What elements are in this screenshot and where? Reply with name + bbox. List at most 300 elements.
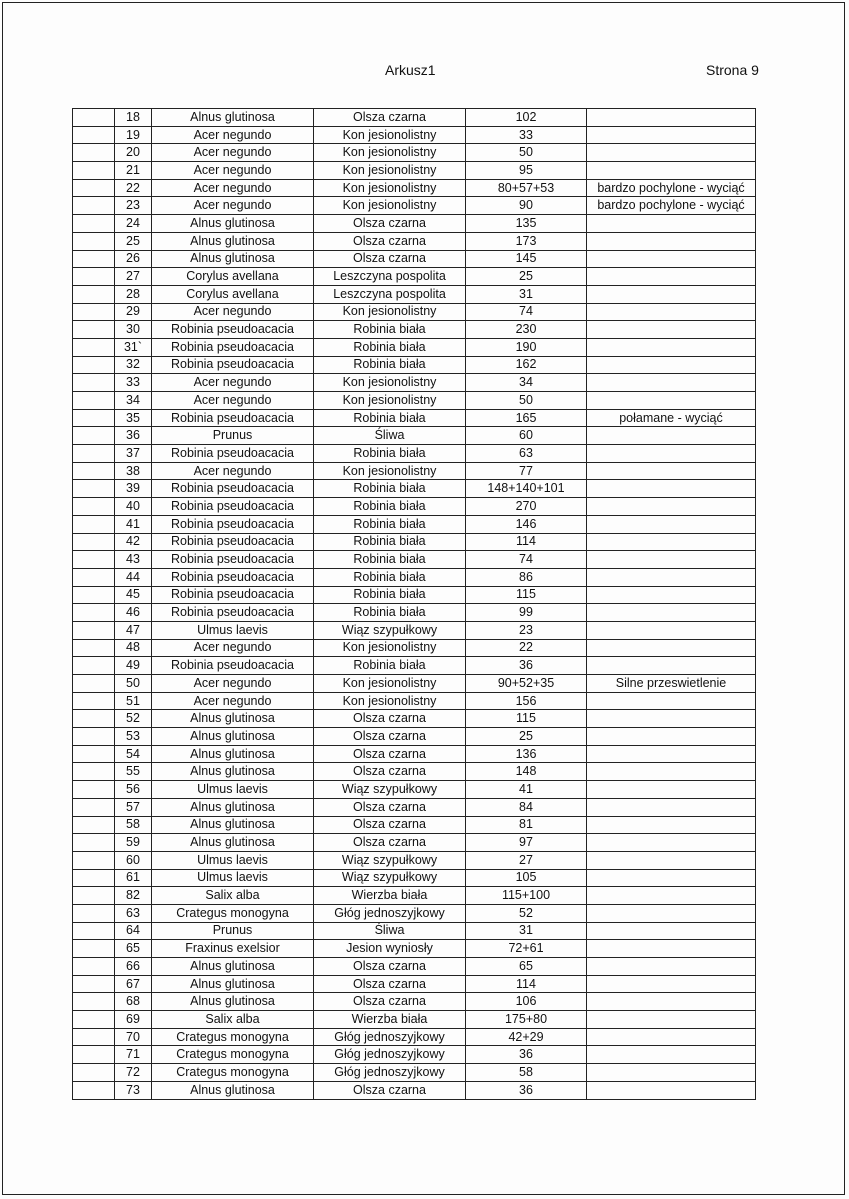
blank-cell [73, 1046, 115, 1064]
latin-name: Acer negundo [152, 392, 314, 410]
polish-name: Jesion wyniosły [314, 940, 466, 958]
table-row [73, 1046, 756, 1064]
trunk-circumference: 31 [466, 285, 587, 303]
blank-cell [73, 144, 115, 162]
polish-name: Olsza czarna [314, 728, 466, 746]
trunk-circumference: 148+140+101 [466, 480, 587, 498]
latin-name: Alnus glutinosa [152, 232, 314, 250]
remarks [587, 940, 756, 958]
polish-name: Kon jesionolistny [314, 675, 466, 693]
trunk-circumference: 148 [466, 763, 587, 781]
polish-name: Kon jesionolistny [314, 374, 466, 392]
trunk-circumference: 63 [466, 445, 587, 463]
trunk-circumference: 115+100 [466, 887, 587, 905]
polish-name: Wierzba biała [314, 1011, 466, 1029]
remarks [587, 533, 756, 551]
table-row [73, 851, 756, 869]
table-row [73, 816, 756, 834]
blank-cell [73, 109, 115, 127]
latin-name: Ulmus laevis [152, 781, 314, 799]
polish-name: Leszczyna pospolita [314, 268, 466, 286]
table-row [73, 250, 756, 268]
trunk-circumference: 23 [466, 621, 587, 639]
remarks [587, 109, 756, 127]
blank-cell [73, 621, 115, 639]
polish-name: Robinia biała [314, 657, 466, 675]
blank-cell [73, 781, 115, 799]
tree-number: 63 [115, 904, 152, 922]
latin-name: Alnus glutinosa [152, 834, 314, 852]
latin-name: Acer negundo [152, 303, 314, 321]
tree-number: 68 [115, 993, 152, 1011]
table-row [73, 657, 756, 675]
trunk-circumference: 156 [466, 692, 587, 710]
remarks [587, 321, 756, 339]
blank-cell [73, 179, 115, 197]
table-row [73, 162, 756, 180]
polish-name: Olsza czarna [314, 975, 466, 993]
trunk-circumference: 146 [466, 515, 587, 533]
remarks [587, 710, 756, 728]
remarks [587, 126, 756, 144]
polish-name: Wiąz szypułkowy [314, 851, 466, 869]
polish-name: Olsza czarna [314, 993, 466, 1011]
polish-name: Robinia biała [314, 480, 466, 498]
latin-name: Crategus monogyna [152, 1028, 314, 1046]
latin-name: Alnus glutinosa [152, 816, 314, 834]
table-row [73, 745, 756, 763]
blank-cell [73, 427, 115, 445]
table-row [73, 975, 756, 993]
tree-number: 35 [115, 409, 152, 427]
latin-name: Ulmus laevis [152, 621, 314, 639]
latin-name: Acer negundo [152, 462, 314, 480]
blank-cell [73, 409, 115, 427]
latin-name: Prunus [152, 427, 314, 445]
remarks [587, 834, 756, 852]
trunk-circumference: 36 [466, 657, 587, 675]
latin-name: Acer negundo [152, 675, 314, 693]
table-row [73, 940, 756, 958]
polish-name: Kon jesionolistny [314, 692, 466, 710]
tree-number: 23 [115, 197, 152, 215]
table-row [73, 232, 756, 250]
polish-name: Robinia biała [314, 515, 466, 533]
latin-name: Robinia pseudoacacia [152, 480, 314, 498]
blank-cell [73, 356, 115, 374]
remarks [587, 392, 756, 410]
remarks [587, 781, 756, 799]
table-row [73, 904, 756, 922]
tree-number: 41 [115, 515, 152, 533]
latin-name: Alnus glutinosa [152, 109, 314, 127]
tree-number: 31` [115, 338, 152, 356]
blank-cell [73, 922, 115, 940]
latin-name: Robinia pseudoacacia [152, 533, 314, 551]
trunk-circumference: 22 [466, 639, 587, 657]
blank-cell [73, 268, 115, 286]
tree-number: 28 [115, 285, 152, 303]
latin-name: Acer negundo [152, 179, 314, 197]
polish-name: Śliwa [314, 427, 466, 445]
tree-number: 19 [115, 126, 152, 144]
tree-number: 33 [115, 374, 152, 392]
table-row [73, 462, 756, 480]
tree-number: 82 [115, 887, 152, 905]
trunk-circumference: 230 [466, 321, 587, 339]
table-row [73, 126, 756, 144]
table-row [73, 621, 756, 639]
latin-name: Robinia pseudoacacia [152, 356, 314, 374]
latin-name: Fraxinus exelsior [152, 940, 314, 958]
tree-number: 61 [115, 869, 152, 887]
blank-cell [73, 515, 115, 533]
latin-name: Crategus monogyna [152, 1046, 314, 1064]
remarks [587, 728, 756, 746]
table-row [73, 515, 756, 533]
remarks [587, 745, 756, 763]
latin-name: Robinia pseudoacacia [152, 515, 314, 533]
trunk-circumference: 25 [466, 728, 587, 746]
tree-number: 32 [115, 356, 152, 374]
blank-cell [73, 1064, 115, 1082]
trunk-circumference: 41 [466, 781, 587, 799]
polish-name: Wiąz szypułkowy [314, 869, 466, 887]
trunk-circumference: 102 [466, 109, 587, 127]
polish-name: Głóg jednoszyjkowy [314, 1046, 466, 1064]
tree-number: 59 [115, 834, 152, 852]
blank-cell [73, 958, 115, 976]
tree-inventory-table [72, 108, 756, 1100]
table-row [73, 763, 756, 781]
remarks: Silne przeswietlenie [587, 675, 756, 693]
trunk-circumference: 27 [466, 851, 587, 869]
polish-name: Głóg jednoszyjkowy [314, 1064, 466, 1082]
page-number: Strona 9 [706, 62, 759, 78]
blank-cell [73, 692, 115, 710]
polish-name: Olsza czarna [314, 215, 466, 233]
table-row [73, 1011, 756, 1029]
blank-cell [73, 1028, 115, 1046]
latin-name: Robinia pseudoacacia [152, 551, 314, 569]
latin-name: Robinia pseudoacacia [152, 409, 314, 427]
table-row [73, 197, 756, 215]
table-row [73, 1081, 756, 1099]
polish-name: Głóg jednoszyjkowy [314, 1028, 466, 1046]
blank-cell [73, 162, 115, 180]
trunk-circumference: 115 [466, 710, 587, 728]
table-row [73, 427, 756, 445]
remarks [587, 1011, 756, 1029]
blank-cell [73, 763, 115, 781]
tree-number: 56 [115, 781, 152, 799]
polish-name: Olsza czarna [314, 763, 466, 781]
latin-name: Corylus avellana [152, 268, 314, 286]
blank-cell [73, 321, 115, 339]
polish-name: Olsza czarna [314, 710, 466, 728]
latin-name: Crategus monogyna [152, 904, 314, 922]
blank-cell [73, 993, 115, 1011]
tree-number: 57 [115, 798, 152, 816]
latin-name: Robinia pseudoacacia [152, 338, 314, 356]
trunk-circumference: 86 [466, 568, 587, 586]
blank-cell [73, 250, 115, 268]
polish-name: Robinia biała [314, 321, 466, 339]
trunk-circumference: 135 [466, 215, 587, 233]
polish-name: Robinia biała [314, 568, 466, 586]
table-row [73, 374, 756, 392]
remarks [587, 816, 756, 834]
table-row [73, 586, 756, 604]
tree-number: 66 [115, 958, 152, 976]
tree-number: 65 [115, 940, 152, 958]
polish-name: Olsza czarna [314, 109, 466, 127]
table-row [73, 568, 756, 586]
trunk-circumference: 74 [466, 551, 587, 569]
polish-name: Robinia biała [314, 445, 466, 463]
polish-name: Robinia biała [314, 409, 466, 427]
remarks [587, 498, 756, 516]
table-row [73, 551, 756, 569]
polish-name: Kon jesionolistny [314, 197, 466, 215]
latin-name: Acer negundo [152, 144, 314, 162]
blank-cell [73, 604, 115, 622]
remarks [587, 551, 756, 569]
blank-cell [73, 533, 115, 551]
table-row [73, 869, 756, 887]
trunk-circumference: 90 [466, 197, 587, 215]
blank-cell [73, 904, 115, 922]
table-row [73, 922, 756, 940]
remarks: połamane - wyciąć [587, 409, 756, 427]
remarks [587, 162, 756, 180]
blank-cell [73, 303, 115, 321]
remarks [587, 462, 756, 480]
blank-cell [73, 975, 115, 993]
trunk-circumference: 58 [466, 1064, 587, 1082]
table-row [73, 639, 756, 657]
polish-name: Robinia biała [314, 533, 466, 551]
table-row [73, 728, 756, 746]
trunk-circumference: 115 [466, 586, 587, 604]
latin-name: Acer negundo [152, 162, 314, 180]
latin-name: Robinia pseudoacacia [152, 657, 314, 675]
polish-name: Robinia biała [314, 604, 466, 622]
blank-cell [73, 480, 115, 498]
tree-number: 70 [115, 1028, 152, 1046]
trunk-circumference: 136 [466, 745, 587, 763]
trunk-circumference: 105 [466, 869, 587, 887]
trunk-circumference: 65 [466, 958, 587, 976]
remarks [587, 604, 756, 622]
remarks [587, 480, 756, 498]
blank-cell [73, 586, 115, 604]
sheet-title: Arkusz1 [385, 62, 436, 78]
polish-name: Olsza czarna [314, 834, 466, 852]
remarks [587, 692, 756, 710]
table-row [73, 710, 756, 728]
blank-cell [73, 851, 115, 869]
latin-name: Crategus monogyna [152, 1064, 314, 1082]
latin-name: Alnus glutinosa [152, 250, 314, 268]
polish-name: Kon jesionolistny [314, 162, 466, 180]
remarks [587, 586, 756, 604]
trunk-circumference: 77 [466, 462, 587, 480]
trunk-circumference: 165 [466, 409, 587, 427]
latin-name: Robinia pseudoacacia [152, 321, 314, 339]
blank-cell [73, 675, 115, 693]
remarks [587, 427, 756, 445]
remarks [587, 338, 756, 356]
blank-cell [73, 338, 115, 356]
trunk-circumference: 84 [466, 798, 587, 816]
remarks [587, 303, 756, 321]
tree-number: 34 [115, 392, 152, 410]
remarks [587, 975, 756, 993]
remarks [587, 1046, 756, 1064]
trunk-circumference: 74 [466, 303, 587, 321]
tree-number: 60 [115, 851, 152, 869]
table-row [73, 409, 756, 427]
latin-name: Alnus glutinosa [152, 975, 314, 993]
table-body [73, 109, 756, 1100]
table-row [73, 109, 756, 127]
remarks [587, 798, 756, 816]
remarks [587, 568, 756, 586]
blank-cell [73, 1011, 115, 1029]
trunk-circumference: 36 [466, 1046, 587, 1064]
blank-cell [73, 551, 115, 569]
blank-cell [73, 232, 115, 250]
remarks [587, 232, 756, 250]
polish-name: Kon jesionolistny [314, 392, 466, 410]
trunk-circumference: 36 [466, 1081, 587, 1099]
polish-name: Robinia biała [314, 356, 466, 374]
table-row [73, 993, 756, 1011]
table-row [73, 675, 756, 693]
table-row [73, 692, 756, 710]
polish-name: Robinia biała [314, 586, 466, 604]
blank-cell [73, 710, 115, 728]
table-row [73, 533, 756, 551]
tree-number: 37 [115, 445, 152, 463]
latin-name: Alnus glutinosa [152, 798, 314, 816]
trunk-circumference: 50 [466, 144, 587, 162]
table-row [73, 321, 756, 339]
trunk-circumference: 42+29 [466, 1028, 587, 1046]
blank-cell [73, 445, 115, 463]
trunk-circumference: 50 [466, 392, 587, 410]
remarks [587, 1064, 756, 1082]
trunk-circumference: 114 [466, 975, 587, 993]
blank-cell [73, 798, 115, 816]
latin-name: Alnus glutinosa [152, 728, 314, 746]
remarks [587, 922, 756, 940]
latin-name: Salix alba [152, 1011, 314, 1029]
tree-number: 46 [115, 604, 152, 622]
blank-cell [73, 568, 115, 586]
latin-name: Alnus glutinosa [152, 215, 314, 233]
table-row [73, 781, 756, 799]
polish-name: Kon jesionolistny [314, 639, 466, 657]
blank-cell [73, 374, 115, 392]
polish-name: Kon jesionolistny [314, 126, 466, 144]
tree-number: 52 [115, 710, 152, 728]
tree-number: 21 [115, 162, 152, 180]
remarks [587, 356, 756, 374]
blank-cell [73, 869, 115, 887]
tree-number: 38 [115, 462, 152, 480]
remarks [587, 144, 756, 162]
remarks [587, 958, 756, 976]
blank-cell [73, 1081, 115, 1099]
polish-name: Wiąz szypułkowy [314, 781, 466, 799]
tree-number: 50 [115, 675, 152, 693]
tree-number: 25 [115, 232, 152, 250]
tree-number: 44 [115, 568, 152, 586]
remarks [587, 374, 756, 392]
blank-cell [73, 728, 115, 746]
table-row [73, 604, 756, 622]
table-row [73, 144, 756, 162]
latin-name: Robinia pseudoacacia [152, 604, 314, 622]
table-row [73, 338, 756, 356]
trunk-circumference: 162 [466, 356, 587, 374]
blank-cell [73, 816, 115, 834]
tree-number: 30 [115, 321, 152, 339]
remarks [587, 268, 756, 286]
blank-cell [73, 462, 115, 480]
latin-name: Salix alba [152, 887, 314, 905]
blank-cell [73, 657, 115, 675]
blank-cell [73, 126, 115, 144]
tree-number: 73 [115, 1081, 152, 1099]
latin-name: Robinia pseudoacacia [152, 445, 314, 463]
tree-number: 26 [115, 250, 152, 268]
tree-number: 64 [115, 922, 152, 940]
trunk-circumference: 145 [466, 250, 587, 268]
trunk-circumference: 173 [466, 232, 587, 250]
tree-number: 24 [115, 215, 152, 233]
latin-name: Robinia pseudoacacia [152, 568, 314, 586]
latin-name: Ulmus laevis [152, 851, 314, 869]
trunk-circumference: 190 [466, 338, 587, 356]
table-row [73, 392, 756, 410]
table-row [73, 215, 756, 233]
blank-cell [73, 498, 115, 516]
trunk-circumference: 72+61 [466, 940, 587, 958]
trunk-circumference: 270 [466, 498, 587, 516]
polish-name: Głóg jednoszyjkowy [314, 904, 466, 922]
polish-name: Kon jesionolistny [314, 462, 466, 480]
latin-name: Robinia pseudoacacia [152, 498, 314, 516]
blank-cell [73, 639, 115, 657]
trunk-circumference: 34 [466, 374, 587, 392]
remarks [587, 887, 756, 905]
blank-cell [73, 745, 115, 763]
blank-cell [73, 887, 115, 905]
remarks [587, 851, 756, 869]
polish-name: Olsza czarna [314, 1081, 466, 1099]
trunk-circumference: 80+57+53 [466, 179, 587, 197]
tree-number: 29 [115, 303, 152, 321]
tree-number: 47 [115, 621, 152, 639]
tree-number: 55 [115, 763, 152, 781]
blank-cell [73, 197, 115, 215]
polish-name: Wiąz szypułkowy [314, 621, 466, 639]
tree-number: 36 [115, 427, 152, 445]
tree-number: 43 [115, 551, 152, 569]
